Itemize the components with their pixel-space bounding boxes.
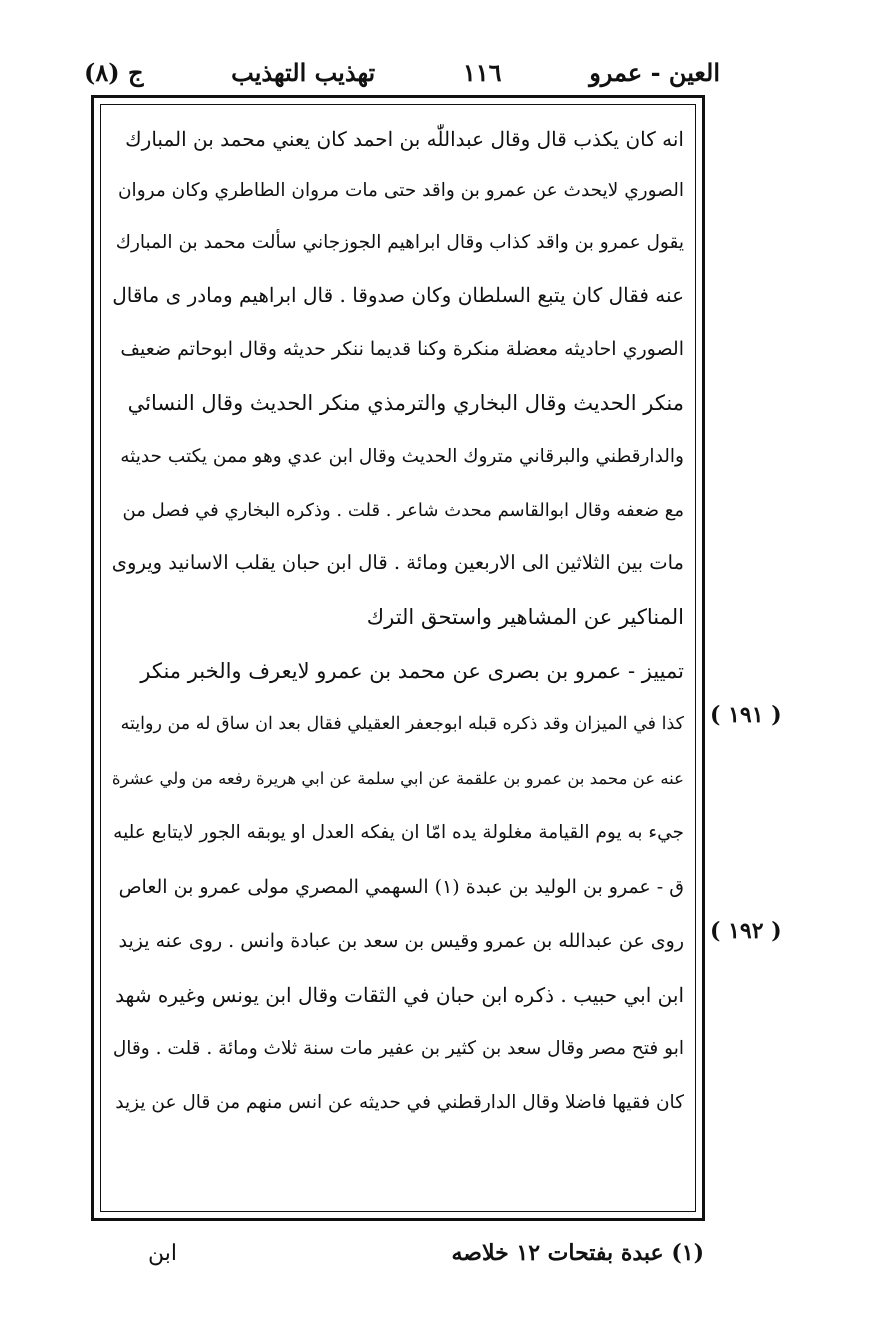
entry-number-192: ( ١٩٢ ): [710, 918, 782, 944]
header-volume: ج (٨): [84, 57, 144, 87]
entry-191-heading: تمييز - عمرو بن بصرى عن محمد بن عمرو لايعرف والخبر منكر: [140, 658, 684, 683]
main-text-block: [112, 116, 684, 1210]
header-page-number: ١١٦: [462, 57, 502, 87]
text-line: جيء به يوم القيامة مغلولة يده امّا ان يفكه العدل او يوبقه الجور لايتابع عليه: [113, 821, 684, 843]
text-line: ابن ابي حبيب . ذكره ابن حبان في الثقات وقال ابن يونس وغيره شهد: [115, 983, 684, 1007]
text-line: مع ضعفه وقال ابوالقاسم محدث شاعر . قلت . وذكره البخاري في فصل من: [122, 500, 684, 521]
entry-192-heading: ق - عمرو بن الوليد بن عبدة (١) السهمي المصري مولى عمرو بن العاص: [118, 875, 684, 898]
catchword: ابن: [148, 1240, 177, 1266]
text-line: منكر الحديث وقال البخاري والترمذي منكر الحديث وقال النسائي: [127, 390, 684, 415]
text-line: كان فقيها فاضلا وقال الدارقطني في حديثه عن انس منهم من قال عن يزيد: [115, 1091, 684, 1113]
text-line: كذا في الميزان وقد ذكره قبله ابوجعفر العقيلي فقال بعد ان ساق له من روايته: [120, 714, 684, 735]
header-section: العين - عمرو: [589, 57, 720, 87]
text-line: ابو فتح مصر وقال سعد بن كثير بن عفير مات سنة ثلاث ومائة . قلت . وقال: [112, 1037, 684, 1059]
text-line: المناكير عن المشاهير واستحق الترك: [366, 604, 684, 629]
text-line: انه كان يكذب قال وقال عبداللّٰه بن احمد كان يعني محمد بن المبارك: [125, 127, 684, 151]
text-line: عنه فقال كان يتبع السلطان وكان صدوقا . قال ابراهيم ومادر ى ماقال: [112, 283, 684, 307]
text-line: يقول عمرو بن واقد كذاب وقال ابراهيم الجوزجاني سألت محمد بن المبارك: [115, 231, 684, 253]
header-book-title: تهذيب التهذيب: [231, 57, 376, 87]
footnote-text: (١) عبدة بفتحات ١٢ خلاصه: [451, 1240, 704, 1266]
entry-number-191: ( ١٩١ ): [710, 702, 782, 728]
text-line: الصوري لايحدث عن عمرو بن واقد حتى مات مروان الطاطري وكان مروان: [117, 179, 684, 201]
footnote-area: [148, 1236, 704, 1270]
running-header: [84, 52, 720, 92]
text-line: عنه عن محمد بن عمرو بن علقمة عن ابي سلمة عن ابي هريرة رفعه من ولي عشرة: [112, 768, 684, 788]
text-line: والدارقطني والبرقاني متروك الحديث وقال ابن عدي وهو ممن يكتب حديثه: [120, 445, 684, 467]
text-line: روى عن عبدالله بن عمرو وقيس بن سعد بن عبادة وانس . روى عنه يزيد: [118, 929, 684, 952]
text-line: الصوري احاديثه معضلة منكرة وكنا قديما ننكر حديثه وقال ابوحاتم ضعيف: [120, 337, 684, 360]
text-line: مات بين الثلاثين الى الاربعين ومائة . قال ابن حبان يقلب الاسانيد ويروى: [112, 551, 684, 575]
